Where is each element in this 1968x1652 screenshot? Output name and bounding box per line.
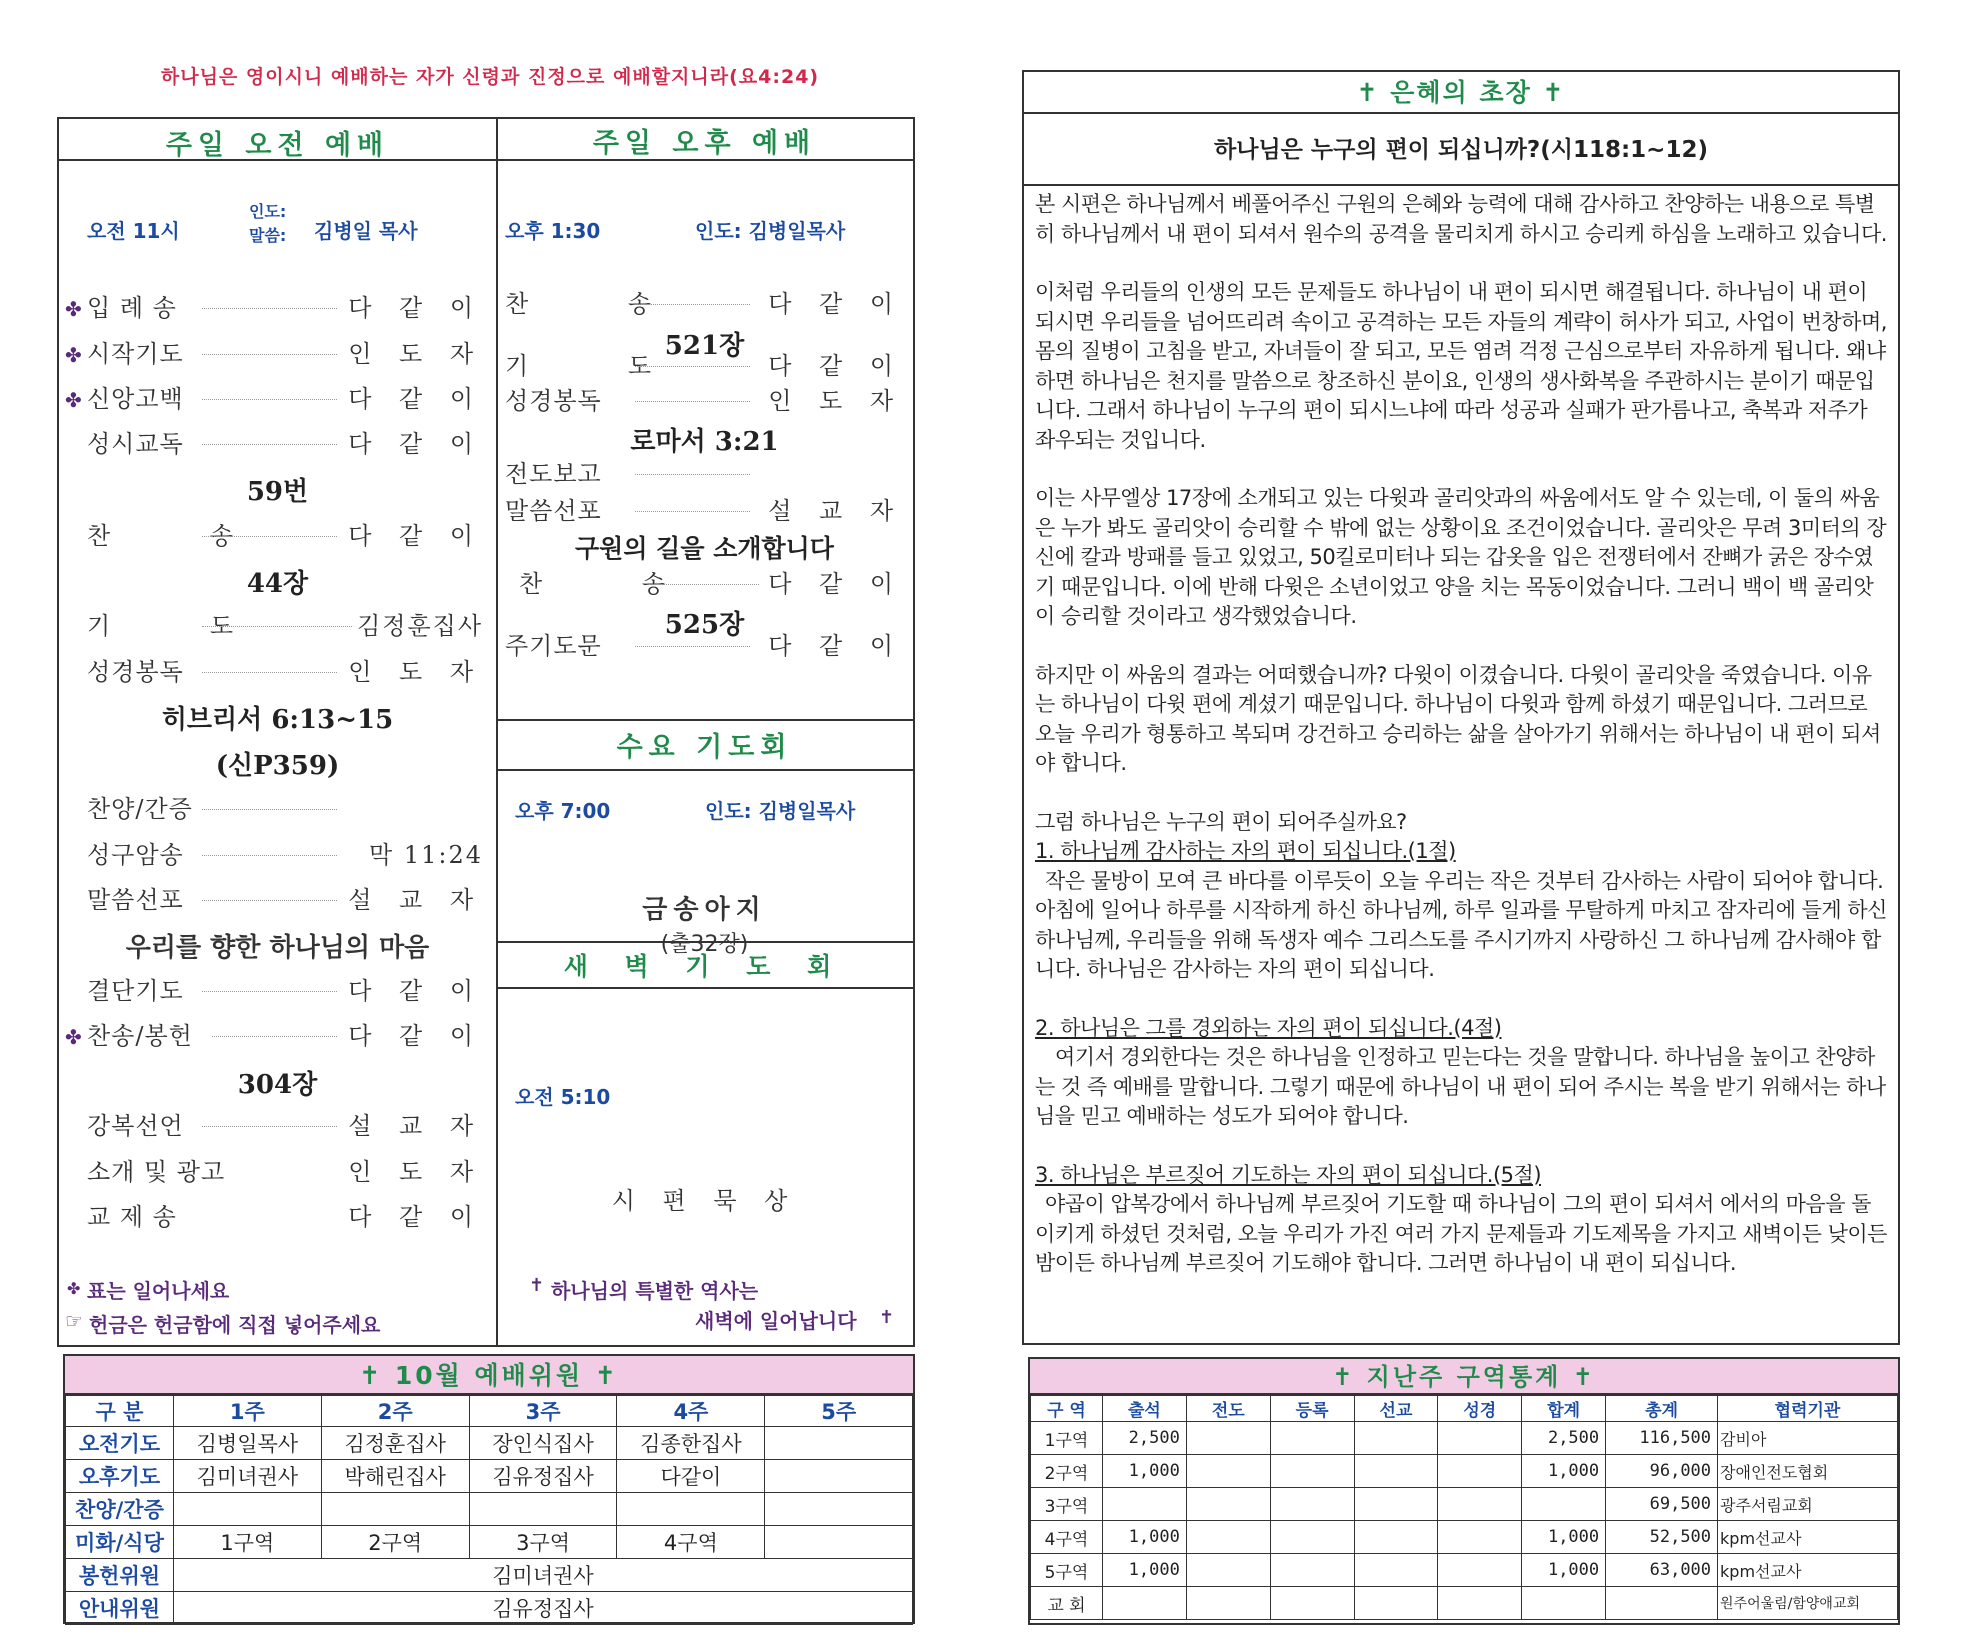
table-cell bbox=[173, 1493, 321, 1526]
leader-dots bbox=[635, 511, 750, 512]
leader-dots bbox=[635, 401, 750, 402]
table-row bbox=[66, 1526, 913, 1559]
item-label: 결단기도 bbox=[87, 977, 184, 1005]
committee-title-text: 10월 예배위원 bbox=[394, 1361, 584, 1390]
table-cell: 116,500 bbox=[1606, 1422, 1718, 1455]
cross-icon: ✝ bbox=[359, 1361, 384, 1390]
item-value: 막 11:24 bbox=[369, 841, 483, 869]
table-cell bbox=[1186, 1587, 1270, 1620]
item-label: 성경봉독 bbox=[505, 387, 602, 415]
stand-icon: ✤ bbox=[67, 1279, 81, 1298]
dawn-time: 오전 5:10 bbox=[515, 1085, 611, 1109]
stats-title bbox=[1030, 1359, 1898, 1395]
column-header: 등록 bbox=[1270, 1396, 1354, 1422]
paragraph: 여기서 경외한다는 것은 하나님을 인정하고 믿는다는 것을 말합니다. 하나님을 높이고 찬양하는 것 즉 예배를 말합니다. 그렇기 때문에 하나님이 내 편이 되어 주시는 복을 받기 위해서는 하나님을 믿고 예배하는 성도가 되어야 합니다. bbox=[1035, 1045, 1886, 1128]
table-row bbox=[66, 1460, 913, 1493]
morning-item bbox=[87, 1200, 483, 1234]
dawn-title: 새 벽 기 도 회 bbox=[563, 952, 846, 981]
table-cell: 4구역 bbox=[617, 1526, 765, 1559]
table-cell bbox=[1270, 1521, 1354, 1554]
leader-dots bbox=[202, 809, 337, 810]
table-cell bbox=[617, 1493, 765, 1526]
pointing-hand-icon: ☞ bbox=[65, 1309, 83, 1333]
table-cell bbox=[321, 1493, 469, 1526]
column-header: 3주 bbox=[469, 1396, 617, 1427]
stand-icon: ✤ bbox=[65, 343, 82, 367]
divider-wednesday-head bbox=[496, 769, 913, 771]
afternoon-sermon-title: 구원의 길을 소개합니다 bbox=[575, 534, 834, 563]
item-label: 말씀선포 bbox=[505, 497, 602, 525]
leader-dots bbox=[212, 1036, 337, 1037]
table-cell: 1구역 bbox=[173, 1526, 321, 1559]
item-label: 입 례 송 bbox=[87, 294, 177, 322]
table-cell bbox=[765, 1526, 913, 1559]
column-header: 협력기관 bbox=[1718, 1396, 1898, 1422]
item-label: 전도보고 bbox=[505, 460, 602, 488]
table-cell: 원주어울림/함양애교회 bbox=[1718, 1587, 1898, 1620]
leader-dots bbox=[202, 672, 337, 673]
committee-title bbox=[65, 1356, 913, 1395]
wednesday-topic: 금송아지 bbox=[642, 895, 767, 925]
table-cell: 1,000 bbox=[1522, 1455, 1606, 1488]
stand-icon: ✤ bbox=[65, 388, 82, 412]
table-cell bbox=[1606, 1587, 1718, 1620]
row-header: 안내위원 bbox=[66, 1592, 174, 1625]
table-cell bbox=[1270, 1488, 1354, 1521]
morning-sermon-title: 우리를 향한 하나님의 마음 bbox=[125, 933, 430, 963]
morning-item bbox=[87, 838, 483, 872]
paragraph: 작은 물방이 모여 큰 바다를 이루듯이 오늘 우리는 작은 것부터 감사하는 사람이 되어야 합니다. 아침에 일어나 하루를 시작하게 하신 하나님께, 하루 일과를 무탈하게 마치고 잠자리에 들게 하신 하나님께, 우리들을 위해 독생자 예수 그리스도를 주시기까지 사랑하신 그 하나님께 감사해야 합니다. 하나님은 감사하는 자의 편이 되십니다. bbox=[1035, 868, 1887, 981]
table-cell bbox=[1438, 1488, 1522, 1521]
table-cell bbox=[1186, 1488, 1270, 1521]
afternoon-item bbox=[505, 457, 903, 491]
offering-hymn: 304장 bbox=[237, 1070, 318, 1100]
dawn-note-1: 하나님의 특별한 역사는 bbox=[551, 1279, 759, 1303]
row-header: 봉헌위원 bbox=[66, 1559, 174, 1592]
item-label: 찬 송 bbox=[519, 570, 711, 598]
afternoon-time: 오후 1:30 bbox=[505, 219, 601, 243]
morning-item bbox=[87, 1109, 483, 1143]
table-row bbox=[66, 1493, 913, 1526]
morning-item bbox=[87, 1019, 483, 1053]
row-header: 4구역 bbox=[1031, 1521, 1103, 1554]
morning-item bbox=[87, 382, 483, 416]
row-header: 찬양/간증 bbox=[66, 1493, 174, 1526]
dawn-topic: 시 편 묵 상 bbox=[611, 1187, 798, 1215]
question: 그럼 하나님은 누구의 편이 되어주실까요? bbox=[1035, 809, 1407, 834]
item-label: 기 도 bbox=[505, 352, 697, 380]
table-cell bbox=[1354, 1521, 1438, 1554]
item-label: 말씀선포 bbox=[87, 886, 184, 914]
morning-item bbox=[87, 337, 483, 371]
column-header: 합계 bbox=[1522, 1396, 1606, 1422]
row-header: 오후기도 bbox=[66, 1460, 174, 1493]
leader-dots bbox=[635, 474, 750, 475]
table-cell bbox=[1270, 1554, 1354, 1587]
morning-item bbox=[87, 1155, 483, 1189]
item-value: 다 같 이 bbox=[348, 1022, 483, 1050]
table-cell bbox=[765, 1460, 913, 1493]
leader-dots bbox=[202, 900, 337, 901]
paragraph: 이처럼 우리들의 인생의 모든 문제들도 하나님이 내 편이 되시면 해결됩니다. 하나님이 내 편이 되시면 우리들을 넘어뜨리려 속이고 공격하는 모든 자들의 계략이 허사가 되고, 사업이 번창하며, 몸의 질병이 고침을 받고, 자녀들이 잘 되고, 모든 염려 걱정 근심으로부터 자유하게 됩니다. 왜냐하면 하나님은 천지를 말씀으로 창조하신 분이요, 인생의 생사화복을 주관하시는 분이기 때문입니다. 그래서 하나님이 누구의 편이 되시느냐에 따라 성공과 실패가 판가름나고, 축복과 저주가 좌우되는 것입니다. bbox=[1035, 280, 1887, 452]
table-cell bbox=[1270, 1587, 1354, 1620]
paragraph: 야곱이 압복강에서 하나님께 부르짖어 기도할 때 하나님이 그의 편이 되셔서 에서의 마음을 돌이키게 하셨던 것처럼, 오늘 우리가 가진 여러 가지 문제들과 기도제목을 가지고 새벽이든 낮이든 밤이든 하나님께 부르짖어 기도해야 합니다. 그러면 하나님이 내 편이 되십니다. bbox=[1035, 1192, 1887, 1275]
table-cell bbox=[1438, 1554, 1522, 1587]
item-label: 소개 및 광고 bbox=[87, 1158, 226, 1186]
table-cell bbox=[469, 1493, 617, 1526]
morning-role-leader: 인도: bbox=[249, 202, 287, 221]
item-label: 찬 송 bbox=[87, 522, 279, 550]
table-cell bbox=[1186, 1554, 1270, 1587]
table-cell: 광주서림교회 bbox=[1718, 1488, 1898, 1521]
leader-dots bbox=[202, 354, 337, 355]
leader-dots bbox=[635, 646, 750, 647]
item-label: 성구암송 bbox=[87, 841, 184, 869]
table-cell: 1,000 bbox=[1102, 1455, 1186, 1488]
offering-note: 헌금은 헌금함에 직접 넣어주세요 bbox=[89, 1313, 381, 1337]
table-cell: 1,000 bbox=[1102, 1554, 1186, 1587]
table-cell: 2,500 bbox=[1102, 1422, 1186, 1455]
table-cell: 감비아 bbox=[1718, 1422, 1898, 1455]
table-row bbox=[66, 1559, 913, 1592]
table-cell: 김유정집사 bbox=[173, 1592, 912, 1625]
item-value: 설 교 자 bbox=[348, 886, 483, 914]
morning-leader: 김병일 목사 bbox=[314, 219, 418, 243]
point-heading: 3. 하나님은 부르짖어 기도하는 자의 편이 되십니다.(5절) bbox=[1035, 1162, 1542, 1187]
cross-icon: ✝ bbox=[1356, 78, 1380, 107]
table-cell bbox=[1438, 1521, 1522, 1554]
table-header-row bbox=[1031, 1396, 1898, 1422]
leader-dots bbox=[202, 308, 337, 309]
afternoon-item bbox=[519, 567, 903, 601]
afternoon-item bbox=[505, 349, 903, 383]
wednesday-title: 수요 기도회 bbox=[616, 732, 793, 763]
morning-service-title: 주일 오전 예배 bbox=[165, 130, 390, 161]
item-label: 찬양/간증 bbox=[87, 795, 193, 823]
table-row bbox=[1031, 1422, 1898, 1455]
table-cell bbox=[1186, 1422, 1270, 1455]
morning-scripture-page: (신P359) bbox=[215, 751, 340, 781]
item-label: 시작기도 bbox=[87, 340, 184, 368]
item-value: 다 같 이 bbox=[348, 385, 483, 413]
column-header: 5주 bbox=[765, 1396, 913, 1427]
paragraph: 하지만 이 싸움의 결과는 어떠했습니까? 다윗이 이겼습니다. 다윗이 골리앗을 죽였습니다. 이유는 하나님이 다윗 편에 계셨기 때문입니다. 하나님이 다윗과 함께 하셨기 때문입니다. 그러므로 오늘 우리가 형통하고 복되며 강건하고 승리하는 삶을 살아가기 위해서는 하나님이 내 편이 되셔야 합니다. bbox=[1035, 662, 1881, 775]
table-cell: 69,500 bbox=[1606, 1488, 1718, 1521]
table-cell: 1,000 bbox=[1102, 1521, 1186, 1554]
table-cell: 2,500 bbox=[1522, 1422, 1606, 1455]
table-cell bbox=[1438, 1455, 1522, 1488]
cross-icon: ✝ bbox=[1572, 1363, 1596, 1391]
table-row bbox=[66, 1427, 913, 1460]
stats-title-text: 지난주 구역통계 bbox=[1366, 1363, 1562, 1391]
leader-dots bbox=[202, 626, 352, 627]
row-header: 오전기도 bbox=[66, 1427, 174, 1460]
afternoon-hymn-2: 525장 bbox=[664, 610, 745, 640]
table-cell: 2구역 bbox=[321, 1526, 469, 1559]
table-cell: 김미녀권사 bbox=[173, 1460, 321, 1493]
table-cell bbox=[765, 1427, 913, 1460]
table-cell: 박해린집사 bbox=[321, 1460, 469, 1493]
column-header: 전도 bbox=[1186, 1396, 1270, 1422]
item-label: 찬송/봉헌 bbox=[87, 1022, 193, 1050]
psalm-number: 59번 bbox=[246, 477, 309, 507]
table-row bbox=[1031, 1521, 1898, 1554]
morning-item bbox=[87, 655, 483, 689]
table-cell: 김미녀권사 bbox=[173, 1559, 912, 1592]
morning-item bbox=[87, 609, 483, 643]
item-value: 다 같 이 bbox=[348, 522, 483, 550]
item-value: 김정훈집사 bbox=[357, 612, 483, 640]
row-header: 2구역 bbox=[1031, 1455, 1103, 1488]
morning-item bbox=[87, 519, 483, 553]
table-cell bbox=[1354, 1587, 1438, 1620]
column-header: 4주 bbox=[617, 1396, 765, 1427]
point-heading: 1. 하나님께 감사하는 자의 편이 되십니다.(1절) bbox=[1035, 839, 1456, 863]
table-cell: 52,500 bbox=[1606, 1521, 1718, 1554]
leader-dots bbox=[202, 855, 337, 856]
item-label: 기 도 bbox=[87, 612, 279, 640]
table-cell: 63,000 bbox=[1606, 1554, 1718, 1587]
morning-scripture: 히브리서 6:13~15 bbox=[161, 705, 394, 735]
grace-title-text: 은혜의 초장 bbox=[1390, 78, 1532, 107]
row-header: 3구역 bbox=[1031, 1488, 1103, 1521]
paragraph: 이는 사무엘상 17장에 소개되고 있는 다윗과 골리앗과의 싸움에서도 알 수 있는데, 이 둘의 싸움은 누가 봐도 골리앗이 승리할 수 밖에 없는 상황이요 조건이었습니다. 골리앗은 무려 3미터의 장신에 칼과 방패를 들고 있었고, 50킬로미터나 되는 갑옷을 입은 전쟁터에서 잔뼈가 굵은 장수였기 때문입니다. 이에 반해 다윗은 소년이었고 양을 치는 목동이었습니다. 그러니 백이 백 골리앗이 승리할 것이라고 생각했었습니다. bbox=[1035, 486, 1887, 628]
table-cell: 다같이 bbox=[617, 1460, 765, 1493]
afternoon-scripture: 로마서 3:21 bbox=[630, 427, 779, 457]
stand-note: 표는 일어나세요 bbox=[87, 1279, 230, 1303]
stand-icon: ✤ bbox=[65, 297, 82, 321]
cross-icon: ✝ bbox=[1332, 1363, 1356, 1391]
table-cell: 1,000 bbox=[1522, 1554, 1606, 1587]
item-value: 다 같 이 bbox=[348, 430, 483, 458]
table-cell: 장애인전도협회 bbox=[1718, 1455, 1898, 1488]
table-cell bbox=[1270, 1422, 1354, 1455]
item-value: 설 교 자 bbox=[768, 497, 903, 525]
worship-order-frame bbox=[57, 117, 915, 1347]
item-value: 다 같 이 bbox=[348, 294, 483, 322]
cross-icon: ✝ bbox=[529, 1275, 545, 1296]
item-label: 교 제 송 bbox=[87, 1203, 177, 1231]
worship-committee-box bbox=[63, 1354, 915, 1624]
item-value: 다 같 이 bbox=[768, 570, 903, 598]
stats-table bbox=[1030, 1395, 1898, 1620]
afternoon-leader: 인도: 김병일목사 bbox=[695, 219, 846, 243]
item-value: 다 같 이 bbox=[348, 1203, 483, 1231]
sermon-title: 하나님은 누구의 편이 되십니까?(시118:1~12) bbox=[1022, 116, 1900, 186]
item-value: 다 같 이 bbox=[768, 352, 903, 380]
item-value: 설 교 자 bbox=[348, 1112, 483, 1140]
morning-item bbox=[87, 427, 483, 461]
leader-dots bbox=[202, 1126, 337, 1127]
table-cell: 1,000 bbox=[1522, 1521, 1606, 1554]
wednesday-leader: 인도: 김병일목사 bbox=[705, 799, 856, 823]
point-heading: 2. 하나님은 그를 경외하는 자의 편이 되십니다.(4절) bbox=[1035, 1015, 1502, 1040]
leader-dots bbox=[202, 991, 337, 992]
table-row bbox=[66, 1592, 913, 1625]
morning-item bbox=[87, 792, 483, 826]
table-row bbox=[1031, 1488, 1898, 1521]
morning-item bbox=[87, 883, 483, 917]
afternoon-service-title: 주일 오후 예배 bbox=[592, 128, 817, 159]
table-cell bbox=[1438, 1422, 1522, 1455]
district-stats-box bbox=[1028, 1357, 1900, 1625]
column-header: 구 역 bbox=[1031, 1396, 1103, 1422]
table-cell bbox=[1354, 1455, 1438, 1488]
table-cell bbox=[1186, 1455, 1270, 1488]
item-value: 다 같 이 bbox=[768, 632, 903, 660]
item-value: 인 도 자 bbox=[768, 387, 903, 415]
row-header: 미화/식당 bbox=[66, 1526, 174, 1559]
table-cell bbox=[1102, 1488, 1186, 1521]
afternoon-item bbox=[505, 629, 903, 663]
paragraph: 본 시편은 하나님께서 베풀어주신 구원의 은혜와 능력에 대해 감사하고 찬양하는 내용으로 특별히 하나님께서 내 편이 되셔서 원수의 공격을 물리치게 하시고 승리케 하심을 노래하고 있습니다. bbox=[1035, 192, 1887, 246]
leader-dots bbox=[202, 444, 337, 445]
morning-item bbox=[87, 974, 483, 1008]
item-value: 인 도 자 bbox=[348, 1158, 483, 1186]
leader-dots bbox=[202, 536, 337, 537]
table-cell: 3구역 bbox=[469, 1526, 617, 1559]
column-header: 출석 bbox=[1102, 1396, 1186, 1422]
table-cell bbox=[1522, 1587, 1606, 1620]
leader-dots bbox=[202, 399, 337, 400]
table-row bbox=[1031, 1554, 1898, 1587]
item-label: 찬 송 bbox=[505, 290, 697, 318]
item-label: 성경봉독 bbox=[87, 658, 184, 686]
divider-dawn-head bbox=[496, 987, 913, 989]
table-cell: 96,000 bbox=[1606, 1455, 1718, 1488]
column-header: 총계 bbox=[1606, 1396, 1718, 1422]
table-cell bbox=[1102, 1587, 1186, 1620]
item-label: 신앙고백 bbox=[87, 385, 184, 413]
leader-dots bbox=[635, 304, 750, 305]
sermon-body bbox=[1035, 190, 1890, 1308]
table-cell: 김정훈집사 bbox=[321, 1427, 469, 1460]
afternoon-item bbox=[505, 384, 903, 418]
morning-hymn: 44장 bbox=[246, 569, 309, 599]
dawn-note-2: 새벽에 일어납니다 bbox=[695, 1309, 857, 1333]
morning-role-preacher: 말씀: bbox=[249, 226, 287, 245]
column-header: 선교 bbox=[1354, 1396, 1438, 1422]
table-cell bbox=[1354, 1422, 1438, 1455]
table-cell: 장인식집사 bbox=[469, 1427, 617, 1460]
table-cell bbox=[1354, 1554, 1438, 1587]
table-header-row bbox=[66, 1396, 913, 1427]
table-cell bbox=[1270, 1455, 1354, 1488]
table-cell bbox=[1186, 1521, 1270, 1554]
item-label: 주기도문 bbox=[505, 632, 602, 660]
wednesday-time: 오후 7:00 bbox=[515, 799, 611, 823]
afternoon-item bbox=[505, 494, 903, 528]
column-header: 2주 bbox=[321, 1396, 469, 1427]
table-cell: kpm선교사 bbox=[1718, 1554, 1898, 1587]
row-header: 1구역 bbox=[1031, 1422, 1103, 1455]
item-value: 인 도 자 bbox=[348, 340, 483, 368]
divider-wednesday-top bbox=[496, 719, 913, 721]
leader-dots bbox=[635, 366, 750, 367]
morning-item bbox=[87, 291, 483, 325]
morning-time: 오전 11시 bbox=[87, 219, 180, 243]
table-cell: 김병일목사 bbox=[173, 1427, 321, 1460]
item-value: 인 도 자 bbox=[348, 658, 483, 686]
table-cell bbox=[1522, 1488, 1606, 1521]
cross-icon: ✝ bbox=[594, 1361, 619, 1390]
committee-table bbox=[65, 1395, 913, 1625]
afternoon-item bbox=[505, 287, 903, 321]
table-row bbox=[1031, 1587, 1898, 1620]
cross-icon: ✝ bbox=[879, 1307, 895, 1328]
row-header: 교 회 bbox=[1031, 1587, 1103, 1620]
column-header: 1주 bbox=[173, 1396, 321, 1427]
table-cell bbox=[765, 1493, 913, 1526]
item-label: 성시교독 bbox=[87, 430, 184, 458]
item-label: 강복선언 bbox=[87, 1112, 184, 1140]
grace-title bbox=[1022, 72, 1900, 114]
table-cell: 김종한집사 bbox=[617, 1427, 765, 1460]
cross-icon: ✝ bbox=[1542, 78, 1566, 107]
wednesday-reference: (출32장) bbox=[660, 932, 749, 957]
leader-dots bbox=[649, 584, 759, 585]
table-cell: kpm선교사 bbox=[1718, 1521, 1898, 1554]
table-cell bbox=[1438, 1587, 1522, 1620]
column-header: 구 분 bbox=[66, 1396, 174, 1427]
item-value: 다 같 이 bbox=[348, 977, 483, 1005]
table-row bbox=[1031, 1455, 1898, 1488]
table-cell bbox=[1354, 1488, 1438, 1521]
item-value: 다 같 이 bbox=[768, 290, 903, 318]
table-cell: 김유정집사 bbox=[469, 1460, 617, 1493]
header-verse: 하나님은 영이시니 예배하는 자가 신령과 진정으로 예배할지니라(요4:24) bbox=[160, 66, 820, 88]
stand-icon: ✤ bbox=[65, 1025, 82, 1049]
row-header: 5구역 bbox=[1031, 1554, 1103, 1587]
column-header: 성경 bbox=[1438, 1396, 1522, 1422]
afternoon-hymn-1: 521장 bbox=[664, 331, 745, 361]
